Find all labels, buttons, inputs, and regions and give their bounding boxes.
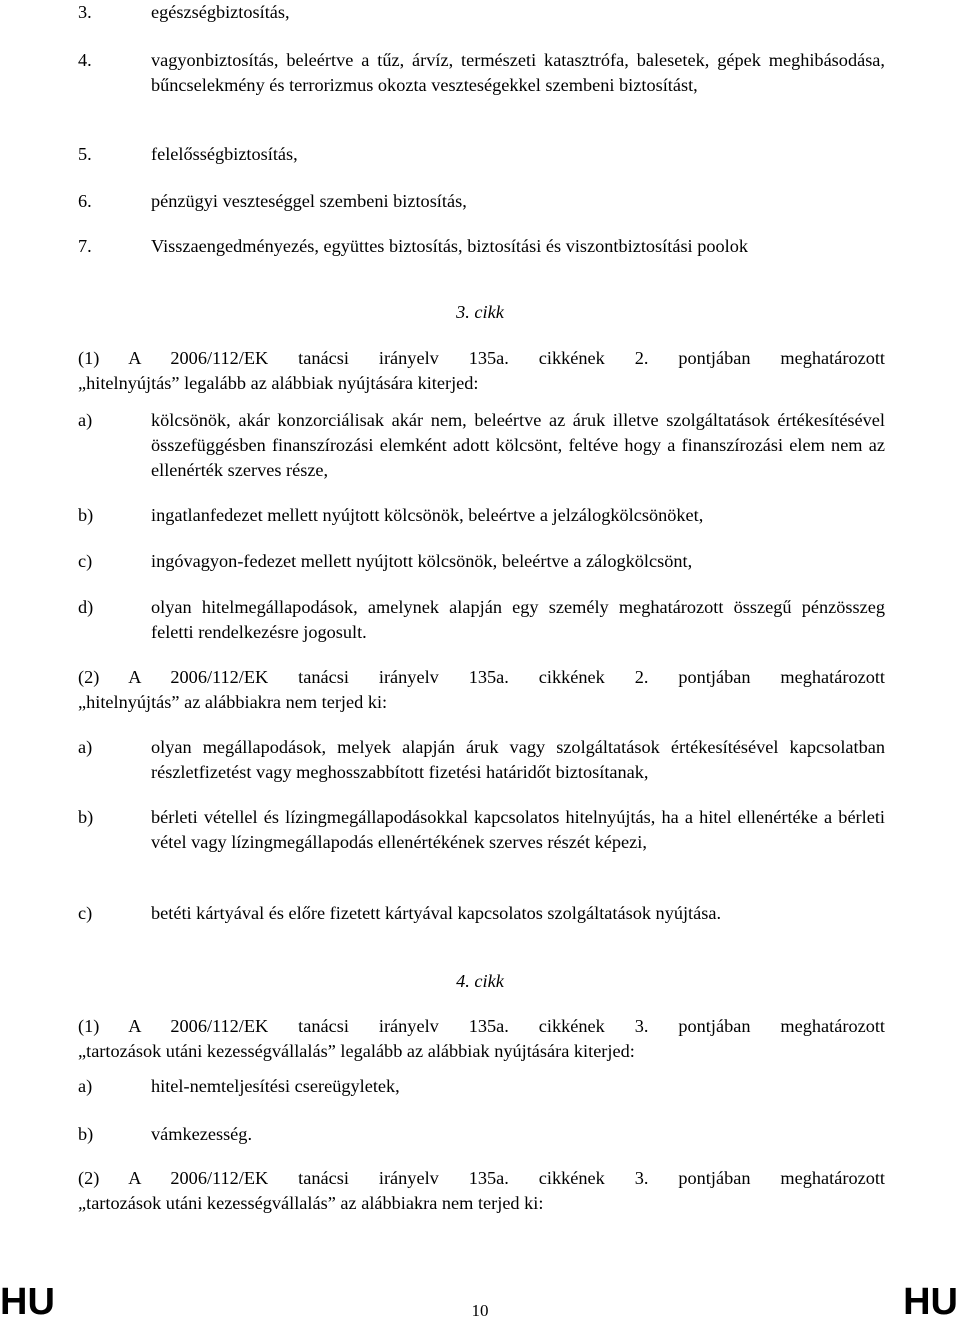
paragraph-line: (2) A 2006/112/EK tanácsi irányelv 135a. cikkének 3. pontjában meghatározott	[78, 1168, 885, 1188]
paragraph-line: „hitelnyújtás” legalább az alábbiak nyújtására kiterjed:	[78, 373, 479, 393]
list-item-text: vagyonbiztosítás, beleértve a tűz, árvíz, természeti katasztrófa, balesetek, gépek meghibásodása, bűncselekmény és terrorizmus okozta veszteségekkel szembeni biztosítást,	[151, 50, 885, 95]
article-paragraph	[78, 1166, 885, 1216]
article-paragraph	[78, 665, 885, 715]
list-item-text: bérleti vétellel és lízingmegállapodásokkal kapcsolatos hitelnyújtás, ha a hitel ellenértéke a bérleti vétel vagy lízingmegállapodás ellenértékének szerves részét képezi,	[151, 807, 885, 852]
list-item-letter: a)	[78, 737, 93, 757]
list-item-text: Visszaengedményezés, együttes biztosítás, biztosítási és viszontbiztosítási poolok	[151, 236, 748, 256]
list-item-text: felelősségbiztosítás,	[151, 144, 298, 164]
list-item-text: olyan megállapodások, melyek alapján áruk vagy szolgáltatások értékesítésével kapcsolatban részletfizetést vagy meghosszabbított fizetési határidőt biztosítanak,	[151, 737, 885, 782]
list-item-letter: b)	[78, 505, 94, 525]
footer-language-code-left: HU	[0, 1281, 55, 1323]
list-item-number: 4.	[78, 50, 92, 70]
list-item-letter: c)	[78, 551, 93, 571]
article-paragraph	[78, 1014, 885, 1064]
paragraph-line: „tartozások utáni kezességvállalás” legalább az alábbiak nyújtására kiterjed:	[78, 1041, 635, 1061]
list-item-text: ingatlanfedezet mellett nyújtott kölcsönök, beleértve a jelzálogkölcsönöket,	[151, 505, 704, 525]
list-item-text: kölcsönök, akár konzorciálisak akár nem, beleértve az áruk illetve szolgáltatások értékesítésével összefüggésben finanszírozási elemként adott kölcsönt, feltéve hogy a finanszírozási elem nem az ellenérték szerves része,	[151, 410, 885, 480]
list-item-text: hitel-nemteljesítési csereügyletek,	[151, 1076, 400, 1096]
list-item-number: 6.	[78, 191, 92, 211]
list-item-text: ingóvagyon-fedezet mellett nyújtott kölcsönök, beleértve a zálogkölcsönt,	[151, 551, 693, 571]
article-paragraph	[78, 346, 885, 396]
page-number: 10	[471, 1301, 489, 1320]
list-item-letter: a)	[78, 1076, 93, 1096]
list-item-letter: b)	[78, 1124, 94, 1144]
paragraph-line: „tartozások utáni kezességvállalás” az alábbiakra nem terjed ki:	[78, 1193, 544, 1213]
paragraph-line: „hitelnyújtás” az alábbiakra nem terjed ki:	[78, 692, 388, 712]
list-item-text: pénzügyi veszteséggel szembeni biztosítás,	[151, 191, 467, 211]
footer-language-code-right: HU	[903, 1281, 958, 1323]
list-item-letter: b)	[78, 807, 94, 827]
article-heading: 4. cikk	[456, 971, 504, 991]
paragraph-line: (1) A 2006/112/EK tanácsi irányelv 135a. cikkének 3. pontjában meghatározott	[78, 1016, 885, 1036]
article-heading: 3. cikk	[456, 302, 504, 322]
list-item-number: 5.	[78, 144, 92, 164]
list-item-number: 7.	[78, 236, 92, 256]
list-item-letter: d)	[78, 597, 94, 617]
list-item-text: egészségbiztosítás,	[151, 2, 290, 22]
paragraph-line: (1) A 2006/112/EK tanácsi irányelv 135a. cikkének 2. pontjában meghatározott	[78, 348, 885, 368]
list-item-letter: c)	[78, 903, 93, 923]
list-item-text: vámkezesség.	[151, 1124, 253, 1144]
list-item-number: 3.	[78, 2, 92, 22]
paragraph-line: (2) A 2006/112/EK tanácsi irányelv 135a. cikkének 2. pontjában meghatározott	[78, 667, 885, 687]
list-item-letter: a)	[78, 410, 93, 430]
list-item-text: betéti kártyával és előre fizetett kártyával kapcsolatos szolgáltatások nyújtása.	[151, 903, 722, 923]
list-item-text: olyan hitelmegállapodások, amelynek alapján egy személy meghatározott összegű pénzösszeg feletti rendelkezésre jogosult.	[151, 597, 885, 642]
